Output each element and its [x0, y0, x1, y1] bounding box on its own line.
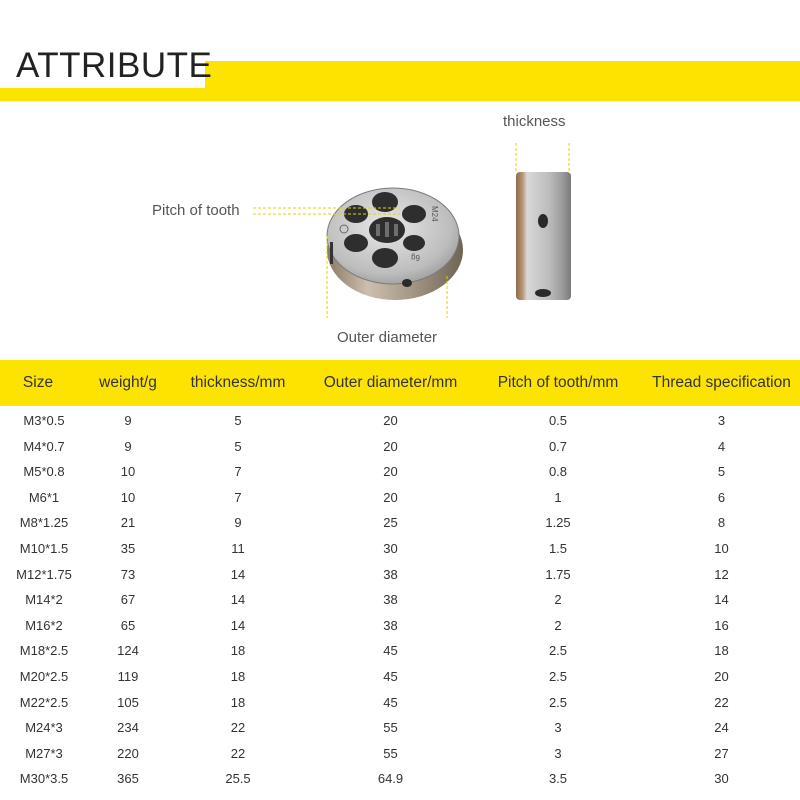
table-cell: 2.5: [548, 643, 568, 659]
die-mark-2: 6g: [411, 253, 420, 262]
table-row: [0, 587, 800, 613]
table-cell: 3.5: [548, 771, 568, 787]
table-cell: 18: [230, 643, 246, 659]
table-cell: M3*0.5: [23, 413, 65, 428]
table-cell: 2: [554, 617, 562, 633]
table-cell: 45: [383, 643, 398, 659]
table-cell: M5*0.8: [23, 464, 65, 480]
die-slot: [330, 242, 333, 264]
side-view-hole-2: [535, 289, 551, 297]
table-row: [0, 485, 800, 511]
table-cell: M16*2: [25, 617, 63, 633]
table-cell: 45: [383, 668, 398, 684]
table-cell: 22: [230, 745, 246, 761]
table-row: [0, 638, 800, 664]
table-cell: 124: [117, 643, 139, 659]
table-cell: 22: [714, 694, 729, 710]
table-cell: 20: [383, 413, 398, 428]
table-cell: 1.5: [548, 540, 568, 556]
table-cell: 9: [124, 413, 132, 428]
table-cell: M4*0.7: [23, 438, 65, 454]
table-cell: 64.9: [377, 771, 404, 787]
table-cell: M8*1.25: [19, 515, 69, 531]
table-row: [0, 562, 800, 588]
table-cell: 20: [383, 464, 398, 480]
round-die-illustration: [0, 105, 800, 355]
table-row: [0, 715, 800, 741]
die-mark: M24: [430, 206, 439, 222]
table-row: [0, 766, 800, 792]
table-cell: M6*1: [28, 489, 60, 505]
table-cell: M20*2.5: [19, 668, 69, 684]
table-cell: M30*3.5: [19, 771, 69, 787]
table-cell: 9: [234, 515, 242, 531]
table-cell: 119: [117, 668, 139, 684]
table-cell: 14: [230, 617, 246, 633]
table-cell: 20: [383, 438, 398, 454]
table-cell: 8: [717, 515, 726, 531]
table-cell: M12*1.75: [16, 566, 72, 582]
column-header-size: Size: [22, 374, 54, 391]
page-title: ATTRIBUTE: [16, 46, 213, 85]
outer-diameter-label: Outer diameter: [337, 329, 438, 346]
table-cell: 365: [117, 771, 139, 787]
table-cell: 14: [230, 592, 246, 608]
table-cell: 1.75: [545, 566, 571, 582]
table-cell: 234: [117, 720, 139, 736]
table-cell: 0.7: [548, 438, 568, 454]
table-row: [0, 408, 800, 434]
column-header-outer-diameter: Outer diameter/mm: [323, 374, 458, 391]
die-side-view: [516, 172, 571, 300]
table-cell: 20: [383, 489, 398, 505]
column-header-pitch: Pitch of tooth/mm: [497, 374, 619, 391]
table-header: [0, 360, 800, 406]
table-cell: 3: [717, 413, 726, 428]
table-cell: M27*3: [25, 745, 63, 761]
table-cell: M14*2: [25, 592, 63, 608]
table-row: [0, 741, 800, 767]
table-cell: 18: [714, 643, 729, 659]
table-cell: 18: [230, 694, 246, 710]
table-cell: 67: [120, 592, 136, 608]
table-row: [0, 664, 800, 690]
table-cell: 0.8: [548, 464, 568, 480]
table-cell: 7: [234, 464, 242, 480]
table-cell: 2: [554, 592, 562, 608]
thickness-label: thickness: [503, 113, 566, 130]
table-cell: 12: [714, 566, 729, 582]
table-cell: 4: [717, 438, 726, 454]
column-header-thread-spec: Thread specification: [652, 374, 791, 391]
table-cell: 38: [383, 592, 398, 608]
table-cell: 3: [554, 745, 562, 761]
table-cell: 3: [554, 720, 562, 736]
table-cell: 25: [383, 515, 398, 531]
table-cell: 10: [120, 489, 136, 505]
table-body: [0, 408, 800, 792]
table-row: [0, 459, 800, 485]
table-cell: 2.5: [548, 694, 568, 710]
table-cell: 14: [714, 592, 729, 608]
table-cell: 105: [117, 694, 139, 710]
table-cell: 38: [383, 566, 398, 582]
die-teeth: [376, 222, 398, 237]
table-row: [0, 613, 800, 639]
table-cell: 10: [714, 540, 729, 556]
table-cell: 0.5: [548, 413, 568, 428]
table-cell: 11: [231, 540, 245, 556]
table-cell: 55: [383, 745, 398, 761]
table-cell: 6: [717, 489, 726, 505]
table-cell: 25.5: [225, 771, 251, 787]
table-cell: 1.25: [545, 515, 571, 531]
column-header-weight: weight/g: [99, 374, 157, 391]
table-cell: 1: [554, 489, 562, 505]
table-cell: 16: [714, 617, 729, 633]
side-view-hole: [538, 214, 548, 228]
table-cell: 22: [230, 720, 246, 736]
product-photo: [0, 105, 800, 355]
table-cell: 30: [383, 540, 398, 556]
table-cell: 14: [230, 566, 246, 582]
table-cell: 30: [714, 771, 729, 787]
table-cell: M22*2.5: [19, 694, 69, 710]
table-cell: 5: [717, 464, 726, 480]
table-cell: 45: [383, 694, 398, 710]
table-cell: M18*2.5: [19, 643, 69, 659]
table-cell: 5: [234, 438, 242, 454]
table-cell: 35: [120, 540, 136, 556]
column-header-thickness: thickness/mm: [190, 374, 286, 391]
table-row: [0, 690, 800, 716]
table-cell: 20: [714, 668, 729, 684]
table-cell: M24*3: [25, 720, 63, 736]
table-row: [0, 510, 800, 536]
table-cell: 38: [383, 617, 398, 633]
table-cell: 18: [230, 668, 246, 684]
table-cell: 21: [120, 515, 136, 531]
table-cell: 220: [117, 745, 139, 761]
table-cell: 2.5: [548, 668, 568, 684]
table-row: [0, 434, 800, 460]
table-cell: 9: [124, 438, 132, 454]
table-cell: 7: [234, 489, 242, 505]
table-cell: 27: [714, 745, 729, 761]
table-row: [0, 536, 800, 562]
table-cell: 24: [714, 720, 729, 736]
table-cell: 5: [234, 413, 242, 428]
table-cell: 73: [120, 566, 136, 582]
table-cell: 10: [120, 464, 136, 480]
table-cell: 55: [383, 720, 398, 736]
pitch-label: Pitch of tooth: [152, 202, 240, 219]
table-cell: M10*1.5: [19, 540, 69, 556]
die-screw-hole: [402, 279, 412, 287]
table-cell: 65: [120, 617, 136, 633]
